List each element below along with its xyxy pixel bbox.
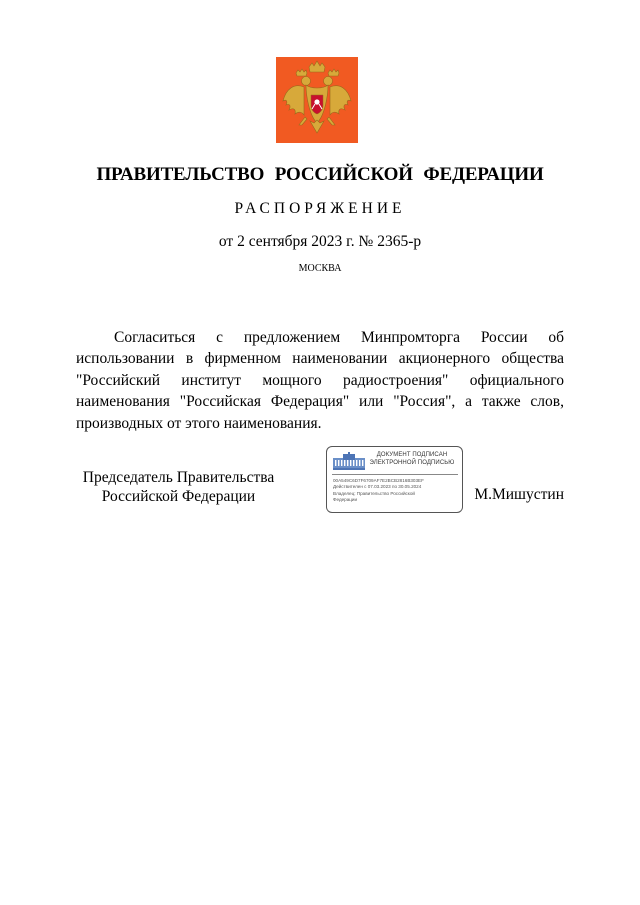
stamp-title-line1: ДОКУМЕНТ ПОДПИСАН <box>376 452 448 458</box>
electronic-signature-stamp <box>326 446 463 513</box>
signatory-name: М.Мишустин <box>474 486 564 503</box>
document-type: РАСПОРЯЖЕНИЕ <box>234 200 406 217</box>
coat-of-arms <box>276 57 358 143</box>
signatory-position-line2: Российской Федерации <box>101 488 256 505</box>
stamp-divider <box>332 474 458 475</box>
government-building-icon <box>333 452 365 472</box>
stamp-validity: Действителен с 07.03.2023 по 30.05.2024 <box>333 484 422 490</box>
stamp-details <box>333 478 459 503</box>
stamp-certificate: 00A549C6D7F6709AF7E2BCB2816B303EF <box>333 478 424 483</box>
document-city: МОСКВА <box>298 263 342 274</box>
russian-coat-of-arms-icon <box>276 57 358 143</box>
stamp-title-line2: ЭЛЕКТРОННОЙ ПОДПИСЬЮ <box>369 460 455 466</box>
document-date-number: от 2 сентября 2023 г. № 2365-р <box>218 233 422 250</box>
stamp-title <box>365 451 459 467</box>
government-title: ПРАВИТЕЛЬСТВО РОССИЙСКОЙ ФЕДЕРАЦИИ <box>96 164 544 185</box>
signatory-position-line1: Председатель Правительства <box>82 469 275 486</box>
signatory-position <box>76 468 281 506</box>
stamp-owner-line2: Федерации <box>333 496 358 502</box>
stamp-owner-line1: Владелец: Правительство Российской <box>333 490 415 496</box>
order-text: Согласиться с предложением Минпромторга России об использовании в фирменном наименовании акционерного общества "Российский институт мощного радиостроения" официального наименования "Российская Федерация" или "Россия", а также слов, производных от этого наименования. <box>76 329 564 432</box>
